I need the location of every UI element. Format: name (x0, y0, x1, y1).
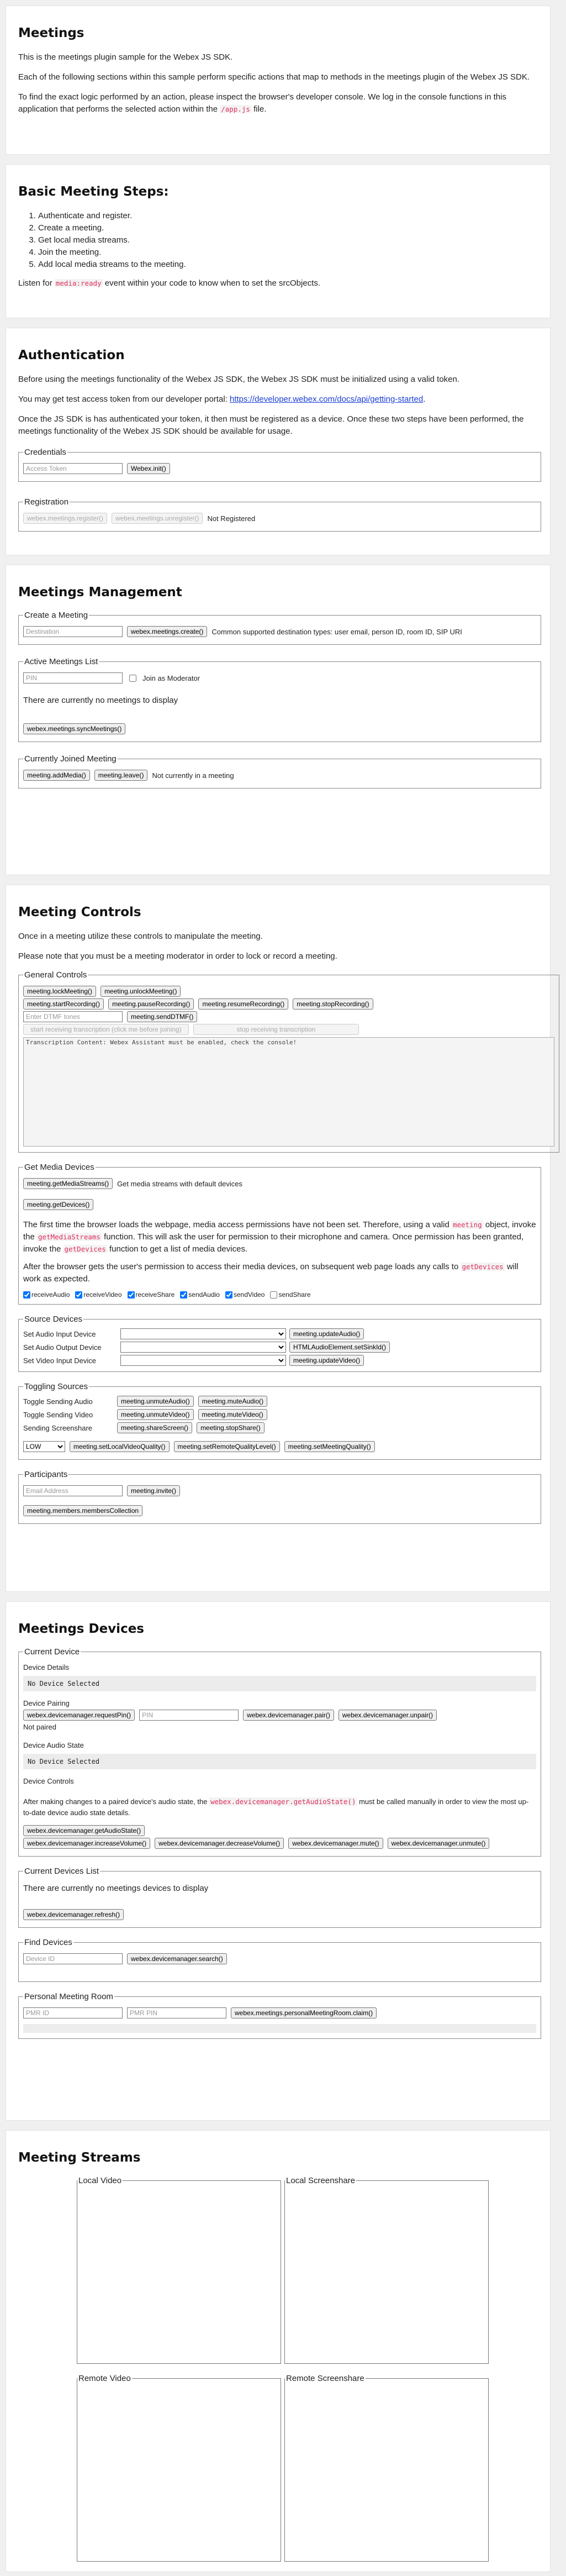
meeting-controls-card (6, 885, 551, 1592)
remote-screenshare-legend: Remote Screenshare (286, 2374, 364, 2383)
recording-row (23, 998, 554, 1010)
destination-note: Common supported destination types: user email, person ID, room ID, SIP URI (211, 627, 462, 636)
auth-paragraph-2 (18, 393, 541, 406)
refresh-devices-button[interactable]: webex.devicemanager.refresh() (23, 1909, 124, 1920)
meetings-devices-card (6, 1601, 551, 2121)
email-input[interactable] (23, 1485, 123, 1496)
get-streams-row (23, 1178, 536, 1189)
participants-legend: Participants (24, 1470, 68, 1479)
note-text: must be called manually in order to view the most up-to-date device audio state details. (23, 1797, 529, 1817)
registration-row (23, 513, 536, 524)
send-share-checkbox[interactable] (270, 1291, 277, 1298)
media-checkbox-row (23, 1291, 536, 1298)
local-video-legend: Local Video (78, 2176, 122, 2185)
volume-row (23, 1838, 536, 1849)
intro-text: To find the exact logic performed by an action, please inspect the browser's developer console. We log in the console functions in this application that performs the selected action within the (18, 92, 506, 114)
meeting-streams-card (6, 2130, 551, 2572)
unmute-video-button[interactable]: meeting.unmuteVideo() (117, 1409, 194, 1420)
local-screenshare-legend: Local Screenshare (286, 2176, 356, 2185)
audio-toggle-buttons (117, 1396, 536, 1407)
get-devices-code: getDevices (64, 1245, 106, 1253)
pmr-pin-input[interactable] (127, 2007, 226, 2018)
device-id-input[interactable] (23, 1953, 123, 1964)
send-audio-checkbox[interactable] (180, 1291, 187, 1298)
remote-quality-button[interactable]: meeting.setRemoteQualityLevel() (174, 1441, 280, 1452)
pairing-status: Not paired (23, 1723, 56, 1731)
invite-button[interactable]: meeting.invite() (127, 1485, 180, 1496)
send-dtmf-button[interactable]: meeting.sendDTMF() (127, 1011, 197, 1022)
toggle-video-label: Toggle Sending Video (23, 1410, 93, 1419)
meeting-controls-title: Meeting Controls (18, 905, 141, 919)
developer-portal-link[interactable]: https://developer.webex.com/docs/api/getting-started (229, 395, 424, 404)
get-devices-row (23, 1199, 536, 1210)
joined-meeting-legend: Currently Joined Meeting (24, 754, 117, 764)
unregister-button[interactable]: webex.meetings.unregister() (112, 513, 203, 524)
create-meeting-legend: Create a Meeting (24, 611, 88, 620)
devices-list-fieldset (18, 1867, 541, 1928)
step-item: 5. Add local media streams to the meeting. (38, 259, 541, 271)
media-devices-legend: Get Media Devices (24, 1163, 94, 1172)
meetings-management-card (6, 565, 551, 875)
toggle-audio-label: Toggle Sending Audio (23, 1397, 93, 1406)
joined-meeting-fieldset (18, 754, 541, 788)
media-text: The first time the browser loads the webpage, media access permissions have not been set. Therefore, using a valid (23, 1220, 452, 1229)
video-input-select[interactable] (120, 1355, 286, 1366)
auth-text: You may get test access token from our developer portal: (18, 395, 230, 404)
get-media-streams-button[interactable]: meeting.getMediaStreams() (23, 1178, 113, 1189)
webex-init-button[interactable]: Webex.init() (127, 463, 170, 474)
leave-meeting-button[interactable]: meeting.leave() (94, 770, 148, 781)
get-audio-state-button[interactable]: webex.devicemanager.getAudioState() (23, 1825, 145, 1836)
toggling-sources-fieldset (18, 1382, 541, 1460)
device-details-label: Device Details (23, 1663, 70, 1671)
media-text: object, invoke the (23, 1220, 536, 1242)
stop-transcription-button[interactable]: stop receiving transcription (193, 1024, 359, 1035)
media-devices-fieldset (18, 1163, 541, 1305)
destination-input[interactable] (23, 626, 123, 637)
auth-paragraph-3: Once the JS SDK is has authenticated your token, it then must be registered as a device. Once these two steps have been performed, the meetings functionality of the Webex JS SDK should be available for usage. (18, 414, 524, 436)
checkbox-label: receiveAudio (31, 1291, 70, 1298)
share-screen-button[interactable]: meeting.shareScreen() (117, 1422, 192, 1433)
controls-paragraph-2: Please note that you must be a meeting moderator in order to lock or record a meeting. (18, 951, 337, 961)
general-controls-legend: General Controls (24, 970, 87, 980)
joined-row (23, 770, 536, 781)
mute-audio-button[interactable]: meeting.muteAudio() (198, 1396, 267, 1407)
intro-paragraph-2: Each of the following sections within this sample perform specific actions that map to methods in the meetings plugin of the Webex JS SDK. (18, 72, 530, 82)
unmute-audio-button[interactable]: meeting.unmuteAudio() (117, 1396, 194, 1407)
pair-button[interactable]: webex.devicemanager.pair() (243, 1710, 334, 1721)
sync-row (23, 723, 536, 734)
stop-share-button[interactable]: meeting.stopShare() (197, 1422, 265, 1433)
device-pairing-label: Device Pairing (23, 1699, 70, 1707)
meeting-quality-button[interactable]: meeting.setMeetingQuality() (284, 1441, 375, 1452)
pmr-row (23, 2007, 536, 2018)
checkbox-label: sendAudio (188, 1291, 220, 1298)
remote-screenshare-box (284, 2374, 489, 2562)
participants-fieldset (18, 1470, 541, 1524)
devices-list-legend: Current Devices List (24, 1867, 99, 1876)
lock-meeting-button[interactable]: meeting.lockMeeting() (23, 986, 96, 997)
audio-input-select[interactable] (120, 1328, 286, 1339)
registration-status: Not Registered (207, 514, 256, 523)
streams-grid (77, 2176, 541, 2562)
send-video-checkbox[interactable] (225, 1291, 232, 1298)
create-row (23, 626, 536, 637)
send-audio-option[interactable] (180, 1291, 220, 1298)
transcription-row (23, 1024, 554, 1035)
audio-output-label: Set Audio Output Device (23, 1343, 102, 1352)
update-video-button[interactable]: meeting.updateVideo() (289, 1355, 364, 1366)
search-row (23, 1953, 536, 1964)
authentication-title: Authentication (18, 348, 125, 362)
media-text: will work as expected. (23, 1262, 519, 1284)
sending-screenshare-label: Sending Screenshare (23, 1423, 93, 1432)
mute-video-button[interactable]: meeting.muteVideo() (198, 1409, 267, 1420)
basic-steps-card (6, 164, 551, 318)
add-media-button[interactable]: meeting.addMedia() (23, 770, 90, 781)
credentials-row (23, 463, 536, 474)
checkbox-label: receiveShare (135, 1291, 175, 1298)
media-text: function. This will ask the user for permission to their microphone and camera. Once permission has been granted, invoke the (23, 1232, 524, 1254)
media-text: function to get a list of media devices. (107, 1244, 248, 1254)
device-unmute-button[interactable]: webex.devicemanager.unmute() (388, 1838, 490, 1849)
moderator-checkbox[interactable] (129, 675, 136, 682)
moderator-label: Join as Moderator (142, 674, 200, 682)
remote-video-legend: Remote Video (78, 2374, 131, 2383)
steps-list (18, 210, 541, 271)
pause-recording-button[interactable]: meeting.pauseRecording() (108, 998, 194, 1010)
meetings-management-title: Meetings Management (18, 585, 182, 600)
quality-select[interactable] (23, 1441, 65, 1452)
video-input-label: Set Video Input Device (23, 1356, 97, 1365)
unlock-meeting-button[interactable]: meeting.unlockMeeting() (100, 986, 181, 997)
set-sink-id-button[interactable]: HTMLAudioElement.setSinkId() (289, 1342, 390, 1353)
send-video-option[interactable] (225, 1291, 265, 1298)
remote-video-box (77, 2374, 281, 2562)
step-item: 4. Join the meeting. (38, 246, 541, 259)
source-devices-legend: Source Devices (24, 1315, 83, 1324)
request-pin-button[interactable]: webex.devicemanager.requestPin() (23, 1710, 135, 1721)
personal-room-legend: Personal Meeting Room (24, 1992, 113, 2001)
auth-paragraph-1: Before using the meetings functionality of the Webex JS SDK, the Webex JS SDK must be initialized using a valid token. (18, 375, 460, 384)
meetings-intro-card (6, 6, 551, 155)
active-meetings-fieldset (18, 657, 541, 742)
search-devices-button[interactable]: webex.devicemanager.search() (127, 1953, 227, 1964)
receive-share-option[interactable] (128, 1291, 175, 1298)
listen-text: Listen for (18, 278, 55, 288)
share-buttons (117, 1422, 536, 1433)
meetings-devices-title: Meetings Devices (18, 1622, 144, 1636)
local-video-box (77, 2176, 281, 2364)
source-devices-grid (23, 1328, 536, 1366)
send-share-option[interactable] (270, 1291, 310, 1298)
current-device-fieldset (18, 1647, 541, 1857)
general-controls-fieldset (18, 970, 559, 1153)
no-meetings-text: There are currently no meetings to display (23, 696, 178, 705)
step-item: 3. Get local media streams. (38, 234, 541, 246)
resume-recording-button[interactable]: meeting.resumeRecording() (198, 998, 288, 1010)
note-text: After making changes to a paired device's audio state, the (23, 1797, 210, 1806)
device-controls-label: Device Controls (23, 1777, 74, 1785)
step-item: 2. Create a meeting. (38, 222, 541, 234)
sync-meetings-button[interactable]: webex.meetings.syncMeetings() (23, 723, 125, 734)
quality-row (23, 1441, 536, 1452)
device-details-box: No Device Selected (23, 1676, 536, 1691)
get-media-streams-code: getMediaStreams (38, 1233, 100, 1241)
pmr-result (23, 2024, 536, 2033)
get-devices-button[interactable]: meeting.getDevices() (23, 1199, 93, 1210)
source-devices-fieldset (18, 1315, 541, 1372)
get-audio-state-code: webex.devicemanager.getAudioState() (210, 1797, 356, 1806)
joined-status: Not currently in a meeting (152, 771, 234, 780)
search-results (23, 1966, 536, 1976)
decrease-volume-button[interactable]: webex.devicemanager.decreaseVolume() (155, 1838, 284, 1849)
media-paragraph-2 (23, 1261, 536, 1285)
device-mute-button[interactable]: webex.devicemanager.mute() (288, 1838, 383, 1849)
listen-text-end: event within your code to know when to set the srcObjects. (102, 278, 321, 288)
meeting-streams-title: Meeting Streams (18, 2151, 141, 2165)
device-audio-state-label: Device Audio State (23, 1741, 84, 1749)
toggling-sources-legend: Toggling Sources (24, 1382, 88, 1391)
meeting-code: meeting (452, 1221, 482, 1229)
start-recording-button[interactable]: meeting.startRecording() (23, 998, 104, 1010)
intro-paragraph-1: This is the meetings plugin sample for the Webex JS SDK. (18, 52, 233, 62)
receive-audio-checkbox[interactable] (23, 1291, 30, 1298)
receive-audio-option[interactable] (23, 1291, 70, 1298)
members-collection-button[interactable]: meeting.members.membersCollection (23, 1505, 142, 1516)
find-devices-fieldset (18, 1938, 541, 1982)
media-text: After the browser gets the user's permission to access their media devices, on subsequent web page loads any calls to (23, 1262, 461, 1271)
meetings-title: Meetings (18, 26, 84, 40)
personal-room-fieldset (18, 1992, 541, 2039)
app-js-code: /app.js (221, 105, 250, 113)
refresh-row (23, 1909, 536, 1920)
authentication-card (6, 328, 551, 555)
pmr-id-input[interactable] (23, 2007, 123, 2018)
dtmf-input[interactable] (23, 1011, 123, 1022)
intro-paragraph-3 (18, 91, 541, 115)
credentials-legend: Credentials (24, 448, 66, 457)
receive-video-option[interactable] (75, 1291, 121, 1298)
current-device-legend: Current Device (24, 1647, 80, 1657)
access-token-input[interactable] (23, 463, 123, 474)
pairing-row (23, 1710, 536, 1721)
credentials-fieldset (18, 448, 541, 482)
intro-text-end: file. (251, 104, 267, 114)
update-audio-button[interactable]: meeting.updateAudio() (289, 1328, 364, 1339)
step-item: 1. Authenticate and register. (38, 210, 541, 222)
toggle-grid (23, 1396, 536, 1433)
video-toggle-buttons (117, 1409, 536, 1420)
invite-row (23, 1485, 536, 1496)
checkbox-label: receiveVideo (83, 1291, 122, 1298)
device-controls-note (23, 1796, 536, 1818)
audio-input-label: Set Audio Input Device (23, 1329, 96, 1338)
create-meeting-fieldset (18, 611, 541, 645)
checkbox-label: sendShare (278, 1291, 311, 1298)
unpair-button[interactable]: webex.devicemanager.unpair() (338, 1710, 437, 1721)
pin-row (23, 672, 536, 684)
device-pin-input[interactable] (139, 1710, 239, 1721)
auth-text-end: . (423, 395, 426, 404)
claim-pmr-button[interactable]: webex.meetings.personalMeetingRoom.claim() (231, 2007, 377, 2018)
local-screenshare-box (284, 2176, 489, 2364)
pin-input[interactable] (23, 672, 123, 684)
basic-steps-title: Basic Meeting Steps: (18, 185, 169, 199)
audio-state-box: No Device Selected (23, 1754, 536, 1769)
transcription-area[interactable]: Transcription Content: Webex Assistant must be enabled, check the console! (23, 1037, 554, 1147)
stop-recording-button[interactable]: meeting.stopRecording() (293, 998, 373, 1010)
get-streams-note: Get media streams with default devices (117, 1179, 242, 1188)
no-devices-text: There are currently no meetings devices to display (23, 1884, 209, 1893)
receive-share-checkbox[interactable] (128, 1291, 135, 1298)
audio-state-row (23, 1825, 536, 1836)
active-meetings-legend: Active Meetings List (24, 657, 98, 666)
create-meeting-button[interactable]: webex.meetings.create() (127, 626, 207, 637)
registration-legend: Registration (24, 497, 69, 507)
register-button[interactable]: webex.meetings.register() (23, 513, 107, 524)
start-transcription-button[interactable]: start receiving transcription (click me before joining) (23, 1024, 189, 1035)
listen-note (18, 277, 541, 290)
registration-fieldset (18, 497, 541, 532)
receive-video-checkbox[interactable] (75, 1291, 82, 1298)
local-video-quality-button[interactable]: meeting.setLocalVideoQuality() (70, 1441, 170, 1452)
controls-paragraph-1: Once in a meeting utilize these controls to manipulate the meeting. (18, 932, 263, 941)
dtmf-row (23, 1011, 554, 1022)
audio-output-select[interactable] (120, 1342, 286, 1353)
get-devices-code: getDevices (462, 1263, 504, 1271)
media-ready-code: media:ready (55, 279, 102, 287)
find-devices-legend: Find Devices (24, 1938, 72, 1947)
members-row (23, 1505, 536, 1516)
lock-row (23, 986, 554, 997)
media-paragraph-1 (23, 1219, 536, 1255)
increase-volume-button[interactable]: webex.devicemanager.increaseVolume() (23, 1838, 150, 1849)
checkbox-label: sendVideo (233, 1291, 265, 1298)
